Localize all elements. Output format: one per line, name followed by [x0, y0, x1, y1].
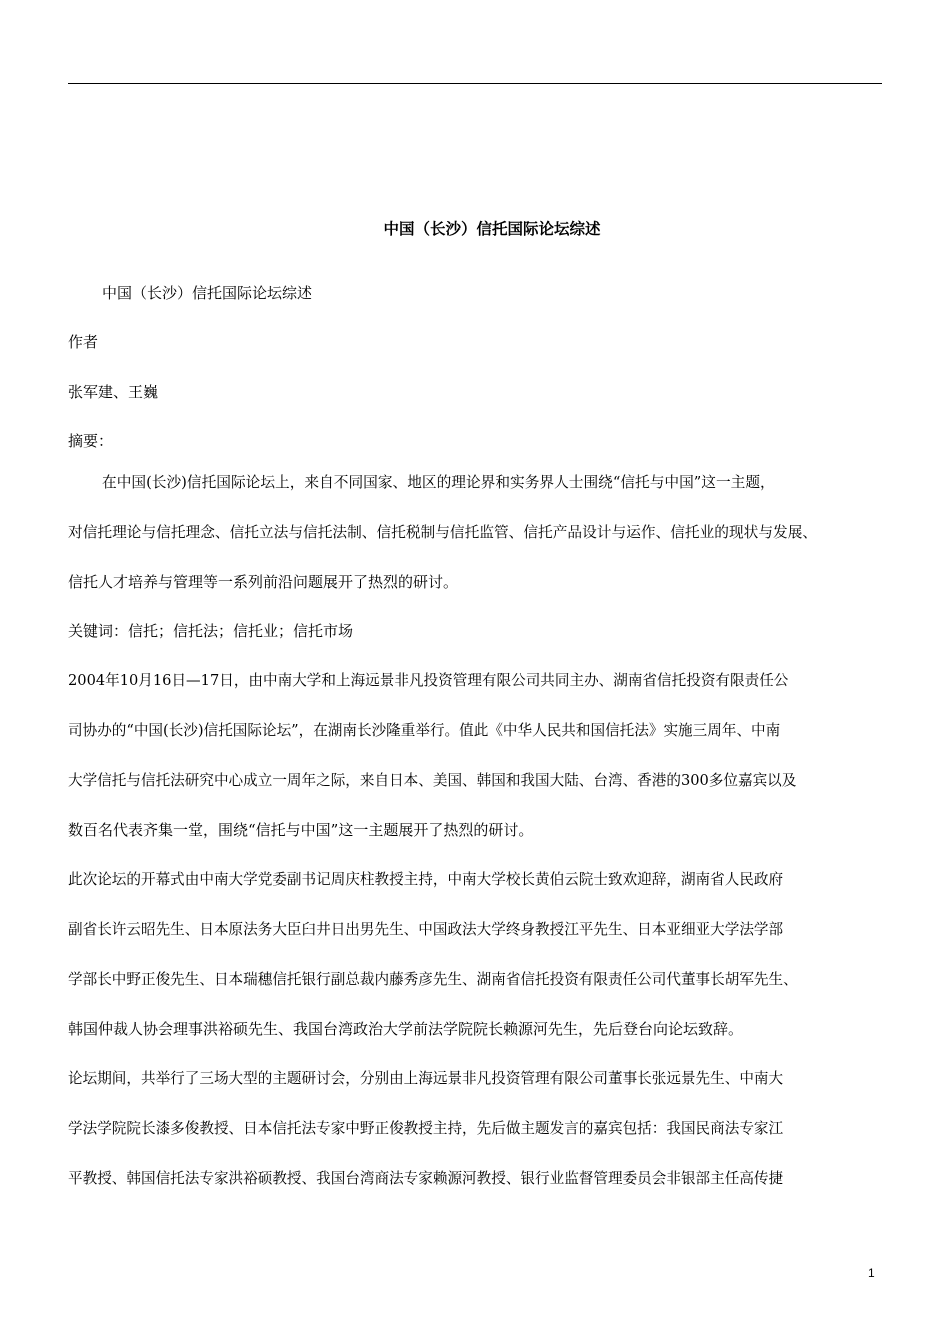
paragraph-line: 学法学院院长漆多俊教授、日本信托法专家中野正俊教授主持，先后做主题发言的嘉宾包括：我国民商法专家江 — [68, 1120, 784, 1137]
document-title: 中国（长沙）信托国际论坛综述 — [383, 219, 601, 238]
header-rule — [68, 83, 882, 84]
paragraph-line: 平教授、韩国信托法专家洪裕硕教授、我国台湾商法专家赖源河教授、银行业监督管理委员会非银部主任高传捷 — [68, 1170, 784, 1187]
paragraph-line: 韩国仲裁人协会理事洪裕硕先生、我国台湾政治大学前法学院院长赖源河先生，先后登台向论坛致辞。 — [68, 1020, 744, 1038]
author-names: 张军建、王巍 — [68, 383, 159, 401]
keywords-line: 关键词：信托；信托法；信托业；信托市场 — [68, 622, 354, 640]
paragraph-line: 论坛期间，共举行了三场大型的主题研讨会，分别由上海远景非凡投资管理有限公司董事长张远景先生、中南大 — [68, 1070, 784, 1087]
abstract-line: 信托人才培养与管理等一系列前沿问题展开了热烈的研讨。 — [68, 573, 459, 591]
paragraph-line: 大学信托与信托法研究中心成立一周年之际，来自日本、美国、韩国和我国大陆、台湾、香港的300多位嘉宾以及 — [68, 772, 797, 789]
page-number: 1 — [868, 1266, 875, 1280]
paragraph-line: 学部长中野正俊先生、日本瑞穗信托银行副总裁内藤秀彦先生、湖南省信托投资有限责任公司代董事长胡军先生、 — [68, 971, 798, 988]
paragraph-line: 司协办的“中国(长沙)信托国际论坛”，在湖南长沙隆重举行。值此《中华人民共和国信托法》实施三周年、中南 — [68, 722, 781, 739]
abstract-line: 在中国(长沙)信托国际论坛上，来自不同国家、地区的理论界和实务界人士围绕“信托与中国”这一主题， — [102, 474, 775, 491]
author-label: 作者 — [68, 333, 99, 351]
paragraph-line: 数百名代表齐集一堂，围绕“信托与中国”这一主题展开了热烈的研讨。 — [68, 821, 534, 839]
abstract-line: 对信托理论与信托理念、信托立法与信托法制、信托税制与信托监管、信托产品设计与运作、信托业的现状与发展、 — [68, 524, 818, 541]
paragraph-line: 此次论坛的开幕式由中南大学党委副书记周庆柱教授主持，中南大学校长黄伯云院士致欢迎辞，湖南省人民政府 — [68, 871, 784, 888]
paragraph-line: 2004年10月16日—17日，由中南大学和上海远景非凡投资管理有限公司共同主办、湖南省信托投资有限责任公 — [68, 672, 789, 689]
paragraph-line: 副省长许云昭先生、日本原法务大臣臼井日出男先生、中国政法大学终身教授江平先生、日本亚细亚大学法学部 — [68, 921, 784, 938]
abstract-label: 摘要： — [68, 432, 114, 450]
document-subtitle: 中国（长沙）信托国际论坛综述 — [102, 284, 313, 302]
